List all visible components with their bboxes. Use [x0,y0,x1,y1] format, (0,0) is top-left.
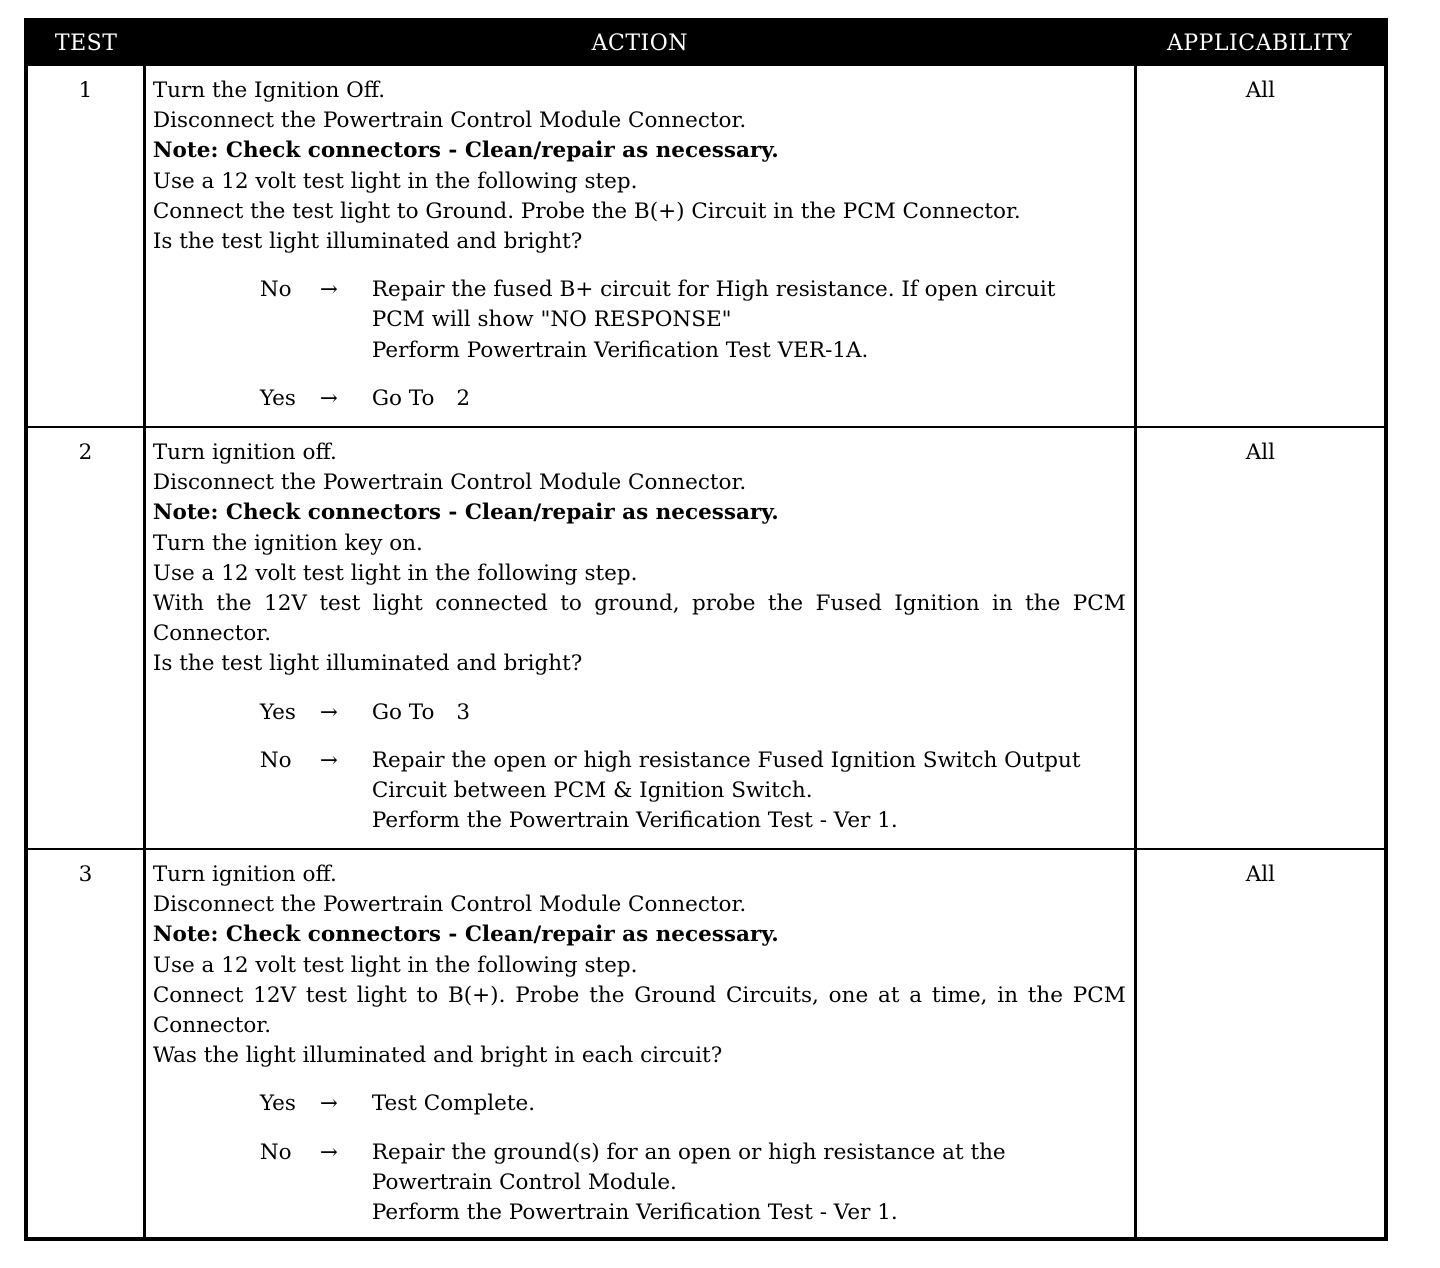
outcome-answer: No [259,1139,292,1165]
test-action [144,849,1135,1239]
outcome-answer: No [259,747,292,773]
test-row-2 [26,427,1386,849]
table-header-row [26,20,1386,65]
diagnostic-test-table [24,18,1388,1241]
result-line: Test Complete. [371,1091,536,1117]
action-step: Disconnect the Powertrain Control Module Connector. [152,892,747,918]
outcome-result [372,1089,1126,1119]
outcome-result [372,1138,1126,1229]
arrow-right-icon: → [319,699,338,725]
test-row-1 [26,65,1386,427]
outcome-answer: Yes [259,1091,296,1117]
header-applicability: APPLICABILITY [1135,20,1386,65]
action-question: Is the test light illuminated and bright? [152,651,583,677]
goto-label: Go To [371,385,435,411]
outcome-yes [260,384,1126,414]
outcome-result [372,275,1126,366]
action-note: Note: Check connectors - Clean/repair as necessary. [152,500,779,526]
action-step: Connect the test light to Ground. Probe the B(+) Circuit in the PCM Connector. [152,198,1021,224]
outcome-answer: No [259,277,292,303]
outcome-no [260,275,1126,366]
goto-label: Go To [371,699,435,725]
action-step: Connect 12V test light to B(+). Probe the Ground Circuits, one at a time, in the PCM Connector. [152,982,1126,1039]
test-applicability: All [1135,427,1386,849]
test-number: 3 [26,849,144,1239]
action-step: Turn ignition off. [152,440,337,465]
result-line: Repair the open or high resistance Fused Ignition Switch Output [371,747,1081,773]
action-question: Is the test light illuminated and bright? [152,229,583,255]
result-line: Repair the ground(s) for an open or high resistance at the [371,1139,1006,1165]
outcome-no [260,1138,1126,1229]
test-action [144,427,1135,849]
result-line: Repair the fused B+ circuit for High resistance. If open circuit [371,277,1056,303]
test-row-3 [26,849,1386,1239]
result-line: Perform Powertrain Verification Test VER-1A. [371,337,869,363]
test-number: 2 [26,427,144,849]
action-note: Note: Check connectors - Clean/repair as necessary. [152,922,779,948]
test-applicability: All [1135,849,1386,1239]
outcome-answer: Yes [259,385,296,411]
outcome-answer: Yes [259,699,296,725]
header-action: ACTION [144,20,1135,65]
outcome-yes [260,698,1126,728]
arrow-right-icon: → [319,747,338,773]
action-step: With the 12V test light connected to ground, probe the Fused Ignition in the PCM Connector. [152,591,1126,647]
result-line: Perform the Powertrain Verification Test - Ver 1. [371,808,898,834]
action-step: Disconnect the Powertrain Control Module Connector. [152,470,747,496]
test-number: 1 [26,65,144,427]
result-line: Perform the Powertrain Verification Test - Ver 1. [371,1200,898,1226]
arrow-right-icon: → [319,385,338,411]
action-note: Note: Check connectors - Clean/repair as necessary. [152,138,779,164]
action-question: Was the light illuminated and bright in each circuit? [152,1043,723,1069]
arrow-right-icon: → [319,1091,338,1117]
test-action [144,65,1135,427]
action-step: Turn the ignition key on. [152,530,423,556]
result-line: Circuit between PCM & Ignition Switch. [371,778,813,804]
result-line: PCM will show "NO RESPONSE" [371,307,732,333]
outcome-result [372,384,1126,414]
action-step: Turn ignition off. [152,862,337,887]
action-step: Use a 12 volt test light in the following step. [152,168,638,194]
action-step: Turn the Ignition Off. [152,78,386,103]
outcome-result [372,746,1126,837]
action-step: Use a 12 volt test light in the following step. [152,560,638,586]
header-test: TEST [26,20,144,65]
action-step: Disconnect the Powertrain Control Module Connector. [152,108,747,134]
result-line: Powertrain Control Module. [371,1169,677,1195]
goto-number: 3 [456,699,471,725]
outcome-yes [260,1089,1126,1119]
goto-number: 2 [456,385,471,411]
arrow-right-icon: → [319,1139,338,1165]
arrow-right-icon: → [319,277,338,303]
outcome-result [372,698,1126,728]
action-step: Use a 12 volt test light in the following step. [152,952,638,978]
outcome-no [260,746,1126,837]
test-applicability: All [1135,65,1386,427]
